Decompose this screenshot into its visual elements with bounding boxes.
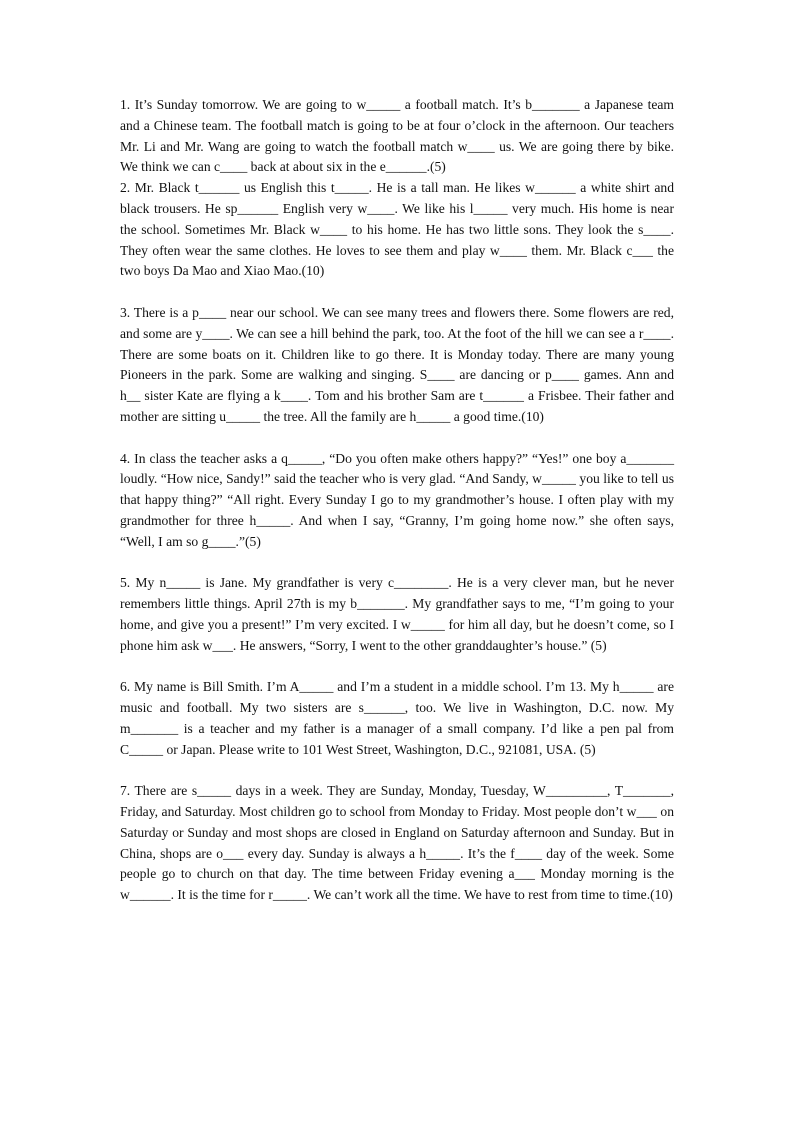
- exercise-sheet: [120, 95, 674, 906]
- paragraph-gap: [120, 553, 674, 574]
- passage-3: 3. There is a p____ near our school. We can see many trees and flowers there. Some flowers are red, and some are y____. We can see a hill behind the park, too. At the foot of the hill we can see a r____. There are some boats on it. Children like to go there. It is Monday today. There are many young Pioneers in the park. Some are walking and singing. S____ are dancing or p____ games. Ann and h__ sister Kate are flying a k____. Tom and his brother Sam are t______ a Frisbee. Their father and mother are sitting u_____ the tree. All the family are h_____ a good time.(10): [120, 304, 674, 424]
- passage-2: 2. Mr. Black t______ us English this t_____. He is a tall man. He likes w______ a white shirt and black trousers. He sp______ English very w____. We like his l_____ very much. His home is near the school. Sometimes Mr. Black w____ to his home. He has two little sons. They look the s____. They often wear the same clothes. He loves to see them and play w____ them. Mr. Black c___ the two boys Da Mao and Xiao Mao.(10): [120, 180, 674, 279]
- paragraph-gap: [120, 428, 674, 449]
- paragraph-gap: [120, 761, 674, 782]
- passage-1: 1. It’s Sunday tomorrow. We are going to w_____ a football match. It’s b_______ a Japanese team and a Chinese team. The football match is going to be at four o’clock in the afternoon. Our teachers Mr. Li and Mr. Wang are going to watch the football match w____ us. We are going there by bike. We think we can c____ back at about six in the e______.(5): [120, 97, 674, 175]
- passage-6: 6. My name is Bill Smith. I’m A_____ and I’m a student in a middle school. I’m 13. My h_____ are music and football. My two sisters are s______, too. We live in Washington, D.C. now. My m_______ is a teacher and my father is a manager of a small company. I’d like a pen pal from C_____ or Japan. Please write to 101 West Street, Washington, D.C., 921081, USA. (5): [120, 679, 674, 757]
- paragraph-gap: [120, 657, 674, 678]
- paragraph-gap: [120, 282, 674, 303]
- passage-4: 4. In class the teacher asks a q_____, “Do you often make others happy?” “Yes!” one boy a_______ loudly. “How nice, Sandy!” said the teacher who is very glad. “And Sandy, w_____ you like to tell us that happy thing?” “All right. Every Sunday I go to my grandmother’s house. I often play with my grandmother for three h_____. And when I say, “Granny, I’m going home now.” she often says, “Well, I am so g____.”(5): [120, 450, 674, 549]
- passage-5: 5. My n_____ is Jane. My grandfather is very c________. He is a very clever man, but he never remembers little things. April 27th is my b_______. My grandfather says to me, “I’m going to your home, and give you a present!” I’m very excited. I w_____ for him all day, but he doesn’t come, so I phone him ask w___. He answers, “Sorry, I went to the other granddaughter’s house.” (5): [120, 575, 674, 653]
- passage-7: 7. There are s_____ days in a week. They are Sunday, Monday, Tuesday, W_________, T_______, Friday, and Saturday. Most children go to school from Monday to Friday. Most people don’t w___ on Saturday or Sunday and most shops are closed in England on Saturday afternoon and Sunday. But in China, shops are o___ every day. Sunday is always a h_____. It’s the f____ day of the week. Some people go to church on that day. The time between Friday evening a___ Monday morning is the w______. It is the time for r_____. We can’t work all the time. We have to rest from time to time.(10): [120, 783, 674, 903]
